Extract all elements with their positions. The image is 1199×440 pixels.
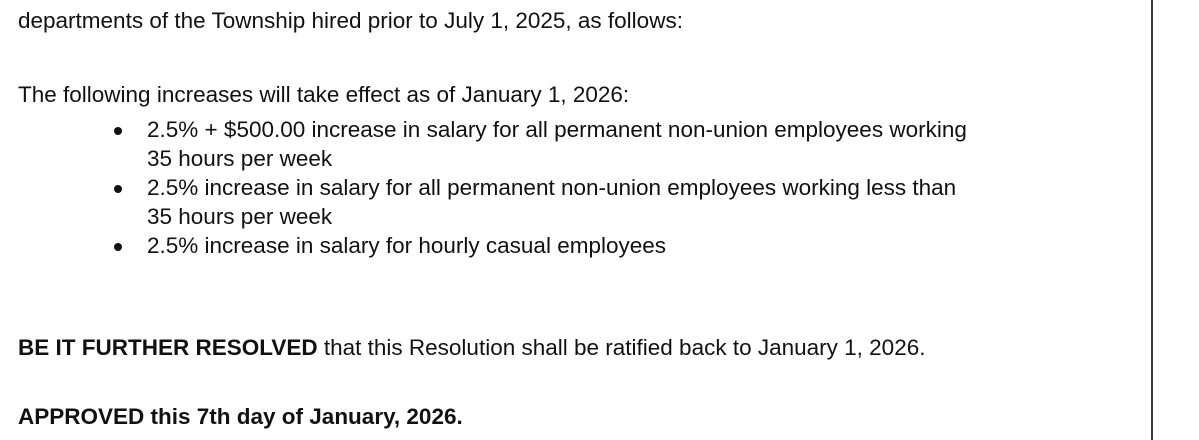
list-item bbox=[0, 173, 1107, 231]
bullet-icon bbox=[114, 127, 122, 135]
list-item-line: 35 hours per week bbox=[147, 204, 333, 229]
intro-paragraph: departments of the Township hired prior to July 1, 2025, as follows: bbox=[18, 8, 683, 33]
increases-heading: The following increases will take effect as of January 1, 2026: bbox=[18, 82, 630, 107]
increases-list bbox=[0, 115, 1150, 260]
list-item bbox=[0, 231, 1107, 260]
list-item-line: 2.5% + $500.00 increase in salary for all permanent non-union employees working bbox=[147, 117, 967, 142]
list-item-line: 35 hours per week bbox=[147, 146, 333, 171]
list-item-line: 2.5% increase in salary for hourly casual employees bbox=[147, 233, 667, 258]
list-item bbox=[0, 115, 1107, 173]
page-border-right bbox=[1151, 0, 1153, 440]
approved-line: APPROVED this 7th day of January, 2026. bbox=[18, 404, 463, 429]
bullet-icon bbox=[114, 243, 122, 251]
resolved-paragraph bbox=[18, 333, 925, 363]
list-item-line: 2.5% increase in salary for all permanent non-union employees working less than bbox=[147, 175, 957, 200]
resolved-text: that this Resolution shall be ratified back to January 1, 2026. bbox=[317, 335, 926, 360]
bullet-icon bbox=[114, 185, 122, 193]
resolved-lead: BE IT FURTHER RESOLVED bbox=[18, 335, 318, 360]
